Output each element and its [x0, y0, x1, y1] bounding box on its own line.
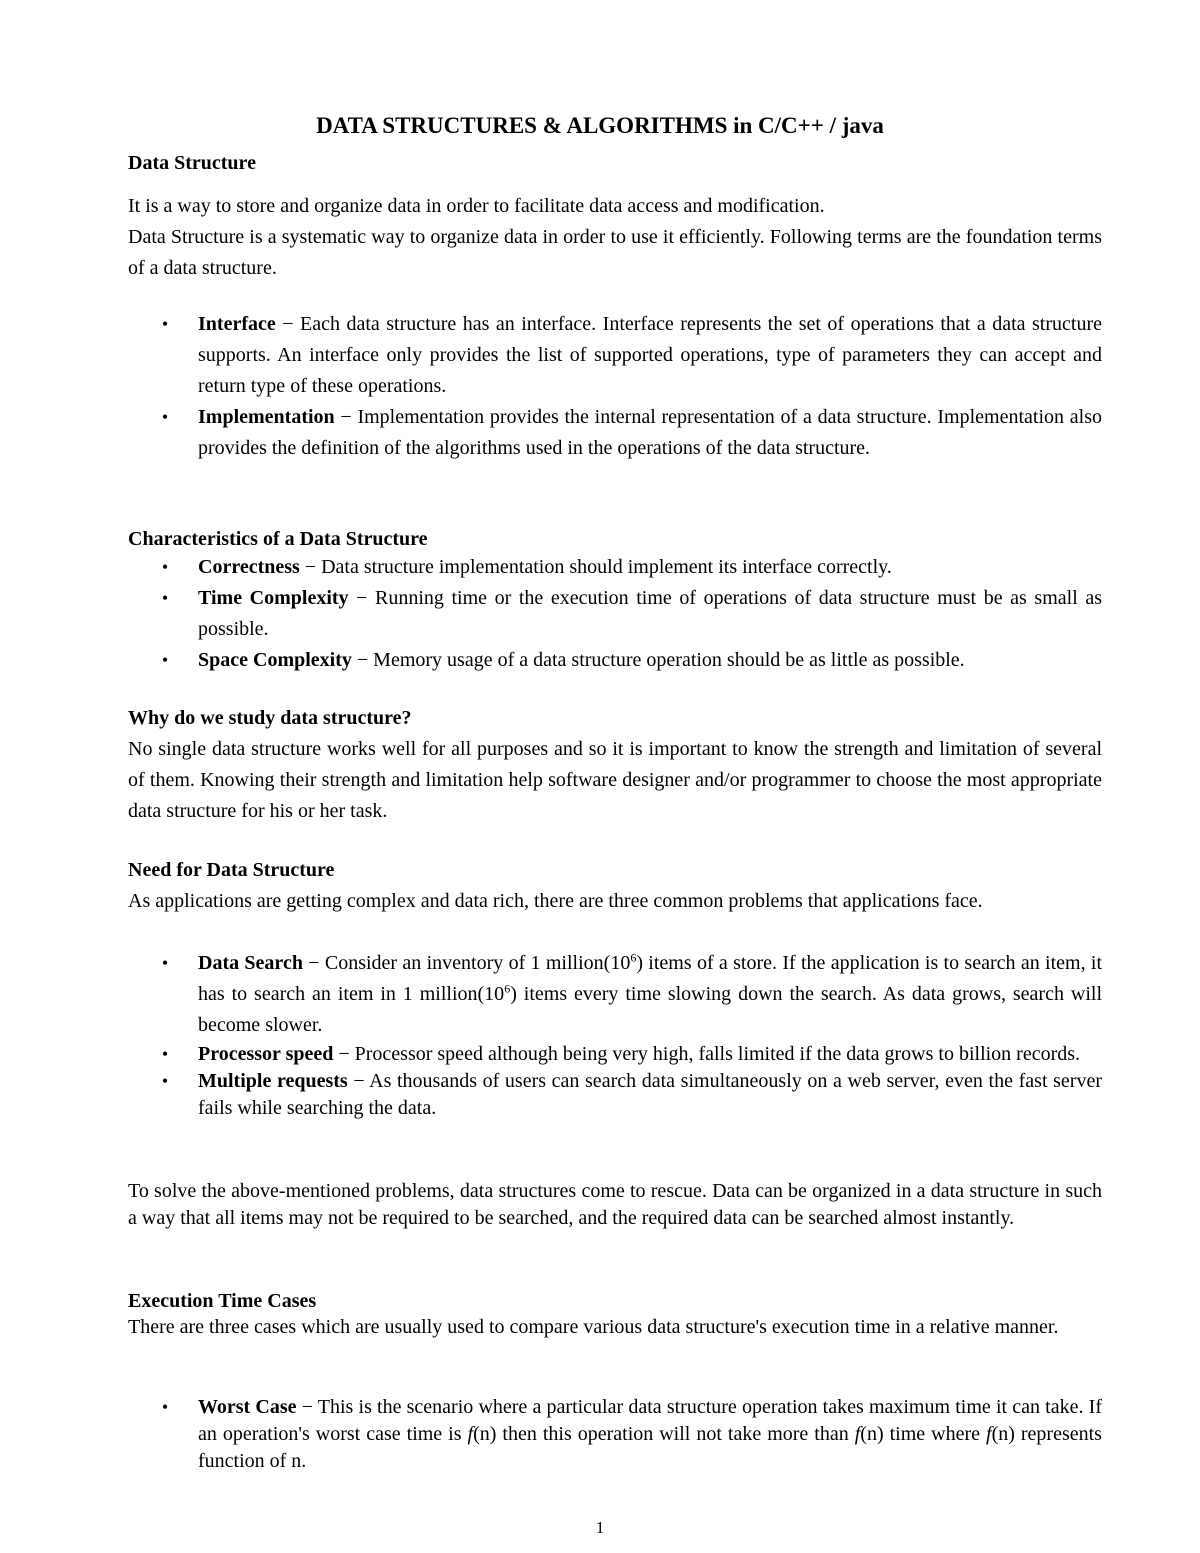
paragraph-solution: To solve the above-mentioned problems, data structures come to rescue. Data can be organized in a data structure in such a way that all items may not be required to be searched, and the required data can be searched almost instantly. [128, 1180, 1102, 1229]
list-item-time-complexity [0, 583, 1200, 645]
term-interface: Interface [198, 313, 276, 335]
function-symbol: f [986, 1423, 992, 1445]
term-space-complexity: Space Complexity [198, 649, 352, 671]
list-characteristics [0, 552, 1200, 676]
bullet-icon: • [161, 650, 169, 670]
list-item-data-search [0, 948, 1200, 1041]
heading-characteristics: Characteristics of a Data Structure [128, 528, 428, 550]
text-data-search-2: ) items of a store. If the application is to search an item, it has to search an item in 1 million(10 [198, 952, 1103, 1005]
text-worst-4: (n) represents function of n. [198, 1423, 1102, 1472]
term-correctness: Correctness [198, 556, 300, 578]
text-worst-3: (n) time where [860, 1423, 987, 1445]
page-number: 1 [595, 1518, 605, 1537]
function-symbol: f [854, 1423, 861, 1445]
list-item-space-complexity [0, 645, 1200, 676]
text-processor-speed: − Processor speed although being very high, falls limited if the data grows to billion records. [333, 1043, 1081, 1065]
text-correctness: − Data structure implementation should implement its interface correctly. [299, 556, 892, 578]
bullet-icon: • [161, 314, 169, 334]
paragraph-need-intro: As applications are getting complex and data rich, there are three common problems that applications face. [128, 890, 983, 912]
list-item-multiple-requests [0, 1068, 1200, 1122]
list-item-worst-case [0, 1394, 1200, 1475]
paragraph-systematic: Data Structure is a systematic way to organize data in order to use it efficiently. Following terms are the foundation terms of a data structure. [128, 226, 1102, 279]
text-implementation: − Implementation provides the internal representation of a data structure. Implementation also provides the definition of the algorithms used in the operations of the data structure. [198, 406, 1102, 459]
text-space-complexity: − Memory usage of a data structure operation should be as little as possible. [351, 649, 965, 671]
heading-execution-time: Execution Time Cases [128, 1290, 317, 1312]
bullet-icon: • [161, 1044, 169, 1064]
bullet-icon: • [161, 588, 169, 608]
bullet-icon: • [161, 557, 169, 577]
superscript: 6 [504, 981, 511, 996]
list-problems-cont [0, 1041, 1200, 1122]
term-time-complexity: Time Complexity [198, 587, 349, 609]
term-multiple-requests: Multiple requests [198, 1070, 348, 1092]
text-worst-2: (n) then this operation will not take more than [473, 1423, 855, 1445]
bullet-icon: • [161, 1071, 169, 1091]
list-item-processor-speed [0, 1041, 1200, 1068]
bullet-icon: • [161, 953, 169, 973]
paragraph-why-study: No single data structure works well for all purposes and so it is important to know the strength and limitation of several of them. Knowing their strength and limitation help software designer and/or programmer to choose the most appropriate data structure for his or her task. [128, 738, 1102, 822]
superscript: 6 [630, 950, 637, 965]
text-interface: − Each data structure has an interface. Interface represents the set of operations that a data structure supports. An interface only provides the list of supported operations, type of parameters they can accept and return type of these operations. [198, 313, 1102, 397]
bullet-icon: • [161, 1397, 169, 1417]
text-data-search-1: − Consider an inventory of 1 million(10 [302, 952, 631, 974]
text-data-search-3: ) items every time slowing down the search. As data grows, search will become slower. [198, 983, 1103, 1036]
list-item-correctness [0, 552, 1200, 583]
list-item-implementation [0, 402, 1200, 464]
list-cases [0, 1394, 1200, 1475]
paragraph-definition: It is a way to store and organize data in order to facilitate data access and modification. [128, 195, 825, 217]
term-data-search: Data Search [198, 952, 303, 974]
heading-why-study: Why do we study data structure? [128, 707, 412, 729]
list-problems [0, 948, 1200, 1041]
heading-data-structure: Data Structure [128, 152, 256, 174]
document-title: DATA STRUCTURES & ALGORITHMS in C/C++ / java [316, 113, 884, 138]
bullet-icon: • [161, 407, 169, 427]
term-worst-case: Worst Case [198, 1396, 297, 1418]
function-symbol: f [467, 1423, 474, 1445]
term-implementation: Implementation [198, 406, 335, 428]
text-time-complexity: − Running time or the execution time of operations of data structure must be as small as possible. [198, 587, 1102, 640]
heading-need: Need for Data Structure [128, 859, 335, 881]
term-processor-speed: Processor speed [198, 1043, 334, 1065]
paragraph-execution-intro: There are three cases which are usually used to compare various data structure's execution time in a relative manner. [128, 1316, 1059, 1338]
text-worst-1: − This is the scenario where a particular data structure operation takes maximum time it can take. If an operation's worst case time is [198, 1396, 1102, 1445]
list-item-interface [0, 309, 1200, 402]
list-terms [0, 309, 1200, 464]
text-multiple-requests: − As thousands of users can search data simultaneously on a web server, even the fast server fails while searching the data. [198, 1070, 1102, 1119]
